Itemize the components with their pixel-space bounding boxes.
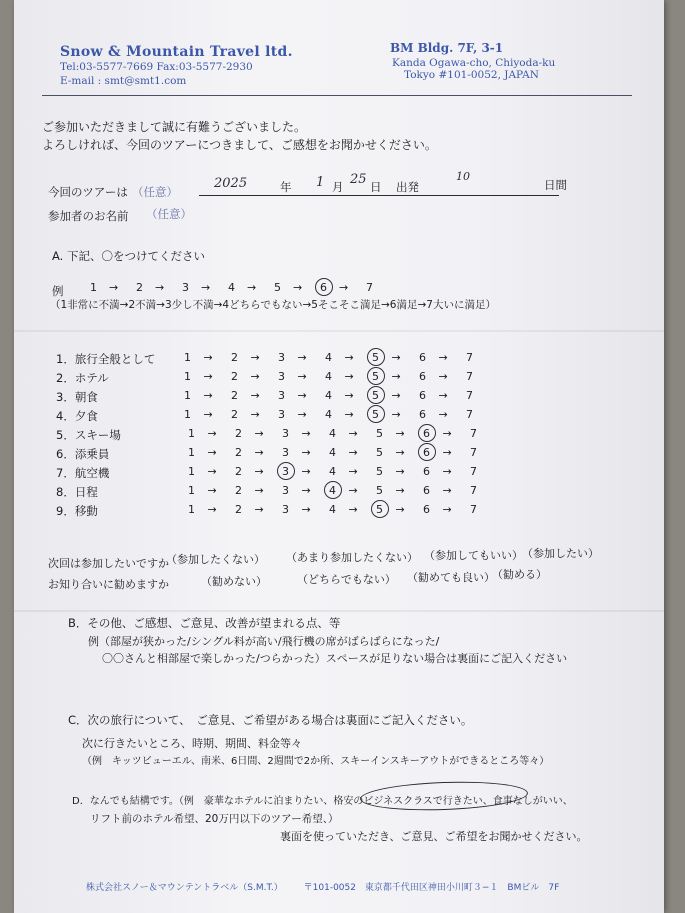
next-time-option-2[interactable]: （あまり参加したくない）	[286, 551, 418, 564]
rating-scale-row	[14, 408, 664, 424]
header-divider	[42, 95, 632, 96]
rating-6-value-2[interactable]: 2	[235, 446, 242, 459]
rating-4-arrow: →	[438, 408, 448, 421]
hand-drawn-circle	[360, 779, 529, 813]
rating-2-value-5[interactable]: 5	[372, 370, 379, 383]
name-optional: （任意）	[146, 207, 192, 221]
tour-day-unit: 日	[370, 180, 382, 194]
rating-6-value-4[interactable]: 4	[329, 446, 336, 459]
address-line-1: BM Bldg. 7F, 3-1	[390, 41, 504, 55]
rating-4-arrow: →	[250, 408, 260, 421]
rating-7-arrow: →	[254, 465, 264, 478]
intro-line-1: ご参加いただきまして誠に有難うございました。	[42, 120, 307, 134]
tour-month-handwritten: 1	[316, 175, 325, 190]
rating-4-value-4[interactable]: 4	[325, 408, 332, 421]
rating-2-selection-circle	[367, 367, 385, 385]
rating-6-value-6[interactable]: 6	[423, 446, 430, 459]
example-value-3[interactable]: 3	[182, 281, 189, 294]
example-selection-circle	[315, 278, 333, 296]
rating-9-arrow: →	[442, 503, 452, 516]
tour-underline	[199, 195, 559, 196]
tour-label: 今回のツアーは	[48, 185, 128, 199]
rating-label: 8．日程	[56, 485, 98, 499]
rating-8-selection-circle	[324, 481, 342, 499]
rating-1-arrow: →	[344, 351, 354, 364]
rating-8-arrow: →	[442, 484, 452, 497]
rating-7-value-2[interactable]: 2	[235, 465, 242, 478]
rating-2-value-1[interactable]: 1	[184, 370, 191, 383]
rating-6-value-3[interactable]: 3	[282, 446, 289, 459]
paper-fold	[14, 610, 664, 612]
rating-2-value-4[interactable]: 4	[325, 370, 332, 383]
rating-3-value-4[interactable]: 4	[325, 389, 332, 402]
section-c-line-1: 次に行きたいところ、時期、期間、料金等々	[82, 737, 302, 750]
section-c-title: C．次の旅行について、 ご意見、ご希望がある場合は裏面にご記入ください。	[68, 713, 473, 727]
rating-8-value-7[interactable]: 7	[470, 484, 477, 497]
tour-depart-label: 出発	[396, 180, 419, 194]
next-time-question: 次回は参加したいですか	[48, 557, 169, 570]
rating-6-arrow: →	[254, 446, 264, 459]
recommend-option-2[interactable]: （どちらでもない）	[297, 573, 396, 586]
rating-3-arrow: →	[344, 389, 354, 402]
rating-2-arrow: →	[203, 370, 213, 383]
rating-5-value-7[interactable]: 7	[470, 427, 477, 440]
rating-9-value-5[interactable]: 5	[376, 503, 383, 516]
next-time-option-4[interactable]: （参加したい）	[522, 547, 599, 560]
rating-scale-row	[14, 370, 664, 386]
section-b-example-1: 例（部屋が狭かった/シングル料が高い/飛行機の席がばらばらになった/	[88, 635, 440, 648]
rating-2-arrow: →	[297, 370, 307, 383]
rating-4-value-7[interactable]: 7	[466, 408, 473, 421]
rating-1-value-6[interactable]: 6	[419, 351, 426, 364]
example-arrow: →	[201, 281, 211, 294]
rating-label: 4．夕食	[56, 409, 98, 423]
rating-6-arrow: →	[348, 446, 358, 459]
rating-5-arrow: →	[348, 427, 358, 440]
rating-4-selection-circle	[367, 405, 385, 423]
recommend-option-1[interactable]: （勧めない）	[201, 575, 267, 588]
rating-1-value-1[interactable]: 1	[184, 351, 191, 364]
rating-2-arrow: →	[250, 370, 260, 383]
rating-2-arrow: →	[391, 370, 401, 383]
footer-company: 株式会社スノー＆マウンテントラベル（S.M.T.）	[86, 883, 283, 893]
rating-7-value-5[interactable]: 5	[376, 465, 383, 478]
rating-7-value-4[interactable]: 4	[329, 465, 336, 478]
rating-5-arrow: →	[395, 427, 405, 440]
example-arrow: →	[155, 281, 165, 294]
rating-9-arrow: →	[254, 503, 264, 516]
rating-1-value-4[interactable]: 4	[325, 351, 332, 364]
example-label: 例	[52, 284, 64, 298]
rating-3-selection-circle	[367, 386, 385, 404]
section-b-title: B．その他、ご感想、ご意見、改善が望まれる点、等	[68, 616, 341, 630]
rating-label: 9．移動	[56, 504, 98, 518]
rating-3-value-3[interactable]: 3	[278, 389, 285, 402]
section-d-line-2: 裏面を使っていただき、ご意見、ご希望をお聞かせください。	[280, 830, 588, 843]
tour-year-unit: 年	[280, 180, 292, 194]
footer-postal: 〒101-0052	[303, 883, 356, 893]
rating-4-value-6[interactable]: 6	[419, 408, 426, 421]
example-value-7[interactable]: 7	[366, 281, 373, 294]
tour-days-unit: 日間	[544, 178, 567, 192]
example-value-2[interactable]: 2	[136, 281, 143, 294]
rating-9-value-6[interactable]: 6	[423, 503, 430, 516]
rating-8-value-4[interactable]: 4	[329, 484, 336, 497]
example-arrow: →	[247, 281, 257, 294]
rating-6-value-1[interactable]: 1	[188, 446, 195, 459]
rating-7-arrow: →	[348, 465, 358, 478]
company-name: Snow & Mountain Travel ltd.	[60, 44, 293, 60]
rating-8-arrow: →	[301, 484, 311, 497]
rating-4-value-1[interactable]: 1	[184, 408, 191, 421]
example-value-5[interactable]: 5	[274, 281, 281, 294]
rating-3-arrow: →	[203, 389, 213, 402]
recommend-question: お知り合いに勧めますか	[48, 578, 169, 591]
rating-1-value-7[interactable]: 7	[466, 351, 473, 364]
example-arrow: →	[339, 281, 349, 294]
rating-7-selection-circle	[277, 462, 295, 480]
name-label: 参加者のお名前	[48, 209, 129, 223]
rating-7-value-1[interactable]: 1	[188, 465, 195, 478]
rating-9-arrow: →	[301, 503, 311, 516]
rating-label: 5．スキー場	[56, 428, 121, 442]
rating-9-value-3[interactable]: 3	[282, 503, 289, 516]
rating-3-arrow: →	[297, 389, 307, 402]
rating-scale-row	[14, 427, 664, 443]
rating-6-arrow: →	[207, 446, 217, 459]
rating-1-arrow: →	[391, 351, 401, 364]
rating-8-arrow: →	[348, 484, 358, 497]
rating-3-value-7[interactable]: 7	[466, 389, 473, 402]
rating-5-arrow: →	[254, 427, 264, 440]
rating-9-value-4[interactable]: 4	[329, 503, 336, 516]
rating-1-arrow: →	[438, 351, 448, 364]
rating-5-arrow: →	[207, 427, 217, 440]
rating-6-value-5[interactable]: 5	[376, 446, 383, 459]
rating-8-arrow: →	[395, 484, 405, 497]
rating-4-arrow: →	[203, 408, 213, 421]
rating-4-arrow: →	[344, 408, 354, 421]
rating-8-arrow: →	[254, 484, 264, 497]
rating-9-value-7[interactable]: 7	[470, 503, 477, 516]
rating-5-value-2[interactable]: 2	[235, 427, 242, 440]
rating-9-selection-circle	[371, 500, 389, 518]
rating-7-arrow: →	[207, 465, 217, 478]
rating-4-arrow: →	[391, 408, 401, 421]
rating-5-value-5[interactable]: 5	[376, 427, 383, 440]
company-phone-fax: Tel:03-5577-7669 Fax:03-5577-2930	[60, 61, 253, 73]
rating-scale-row	[14, 351, 664, 367]
example-value-4[interactable]: 4	[228, 281, 235, 294]
rating-3-value-1[interactable]: 1	[184, 389, 191, 402]
rating-9-arrow: →	[348, 503, 358, 516]
rating-1-selection-circle	[367, 348, 385, 366]
rating-2-arrow: →	[344, 370, 354, 383]
rating-6-value-7[interactable]: 7	[470, 446, 477, 459]
rating-3-arrow: →	[438, 389, 448, 402]
address-line-2: Kanda Ogawa-cho, Chiyoda-ku	[392, 57, 556, 69]
example-arrow: →	[109, 281, 119, 294]
tour-optional: （任意）	[132, 185, 178, 199]
example-value-6[interactable]: 6	[320, 281, 327, 294]
address-line-3: Tokyo #101-0052, JAPAN	[404, 69, 539, 81]
rating-2-value-3[interactable]: 3	[278, 370, 285, 383]
rating-1-value-3[interactable]: 3	[278, 351, 285, 364]
rating-3-value-5[interactable]: 5	[372, 389, 379, 402]
rating-1-value-5[interactable]: 5	[372, 351, 379, 364]
rating-label: 1．旅行全般として	[56, 352, 156, 366]
rating-4-value-2[interactable]: 2	[231, 408, 238, 421]
rating-3-arrow: →	[391, 389, 401, 402]
rating-5-value-1[interactable]: 1	[188, 427, 195, 440]
rating-1-arrow: →	[297, 351, 307, 364]
rating-7-value-3[interactable]: 3	[282, 465, 289, 478]
rating-3-value-6[interactable]: 6	[419, 389, 426, 402]
example-value-1[interactable]: 1	[90, 281, 97, 294]
rating-scale-row	[14, 446, 664, 462]
rating-6-arrow: →	[395, 446, 405, 459]
survey-sheet	[14, 0, 664, 913]
rating-7-value-7[interactable]: 7	[470, 465, 477, 478]
rating-5-selection-circle	[418, 424, 436, 442]
intro-line-2: よろしければ、今回のツアーにつきまして、ご感想をお聞かせください。	[42, 138, 437, 152]
rating-7-arrow: →	[442, 465, 452, 478]
tour-month-unit: 月	[332, 180, 344, 194]
rating-9-arrow: →	[207, 503, 217, 516]
tour-year-handwritten: 2025	[214, 176, 248, 191]
footer-address: 東京都千代田区神田小川町３−１ BMビル 7F	[364, 883, 560, 893]
rating-5-arrow: →	[301, 427, 311, 440]
rating-8-value-6[interactable]: 6	[423, 484, 430, 497]
rating-1-arrow: →	[203, 351, 213, 364]
rating-9-value-1[interactable]: 1	[188, 503, 195, 516]
section-d-line-1: リフト前のホテル希望、20万円以下のツアー希望、）	[90, 813, 339, 825]
example-scale	[14, 281, 664, 297]
rating-3-arrow: →	[250, 389, 260, 402]
rating-4-value-5[interactable]: 5	[372, 408, 379, 421]
rating-3-value-2[interactable]: 2	[231, 389, 238, 402]
rating-8-value-1[interactable]: 1	[188, 484, 195, 497]
rating-scale-row	[14, 465, 664, 481]
rating-label: 2．ホテル	[56, 371, 109, 385]
rating-1-arrow: →	[250, 351, 260, 364]
rating-scale-row	[14, 484, 664, 500]
rating-5-value-6[interactable]: 6	[423, 427, 430, 440]
rating-8-value-3[interactable]: 3	[282, 484, 289, 497]
paper-fold	[14, 330, 664, 332]
rating-6-arrow: →	[301, 446, 311, 459]
example-arrow: →	[293, 281, 303, 294]
rating-6-arrow: →	[442, 446, 452, 459]
section-a-title: A. 下記、〇をつけてください	[52, 249, 205, 263]
rating-label: 3．朝食	[56, 390, 98, 404]
rating-2-value-2[interactable]: 2	[231, 370, 238, 383]
rating-2-value-7[interactable]: 7	[466, 370, 473, 383]
rating-9-arrow: →	[395, 503, 405, 516]
recommend-option-3[interactable]: （勧めても良い）	[407, 571, 495, 584]
rating-8-arrow: →	[207, 484, 217, 497]
rating-7-arrow: →	[301, 465, 311, 478]
section-c-line-2: （例 キッツビューエル、南米、6日間、2週間で2か所、スキーインスキーアウトができるところ等々）	[82, 756, 550, 767]
rating-8-value-2[interactable]: 2	[235, 484, 242, 497]
section-b-example-2: 〇〇さんと相部屋で楽しかった/つらかった）スペースが足りない場合は裏面にご記入ください	[102, 652, 568, 665]
rating-label: 6．添乗員	[56, 447, 110, 461]
tour-days-handwritten: 10	[456, 170, 470, 183]
section-d-title: D．なんでも結構です。（例 豪華なホテルに泊まりたい、格安のビジネスクラスで行きたい、食事なしがいい、	[72, 796, 573, 807]
tour-day-handwritten: 25	[350, 172, 367, 187]
rating-scale-row	[14, 503, 664, 519]
rating-7-value-6[interactable]: 6	[423, 465, 430, 478]
rating-5-value-3[interactable]: 3	[282, 427, 289, 440]
rating-9-value-2[interactable]: 2	[235, 503, 242, 516]
rating-4-value-3[interactable]: 3	[278, 408, 285, 421]
rating-8-value-5[interactable]: 5	[376, 484, 383, 497]
rating-2-arrow: →	[438, 370, 448, 383]
next-time-option-3[interactable]: （参加してもいい）	[424, 549, 523, 562]
rating-5-arrow: →	[442, 427, 452, 440]
next-time-option-1[interactable]: （参加したくない）	[166, 553, 265, 566]
rating-label: 7．航空機	[56, 466, 110, 480]
company-email: E-mail : smt@smt1.com	[60, 75, 187, 87]
rating-7-arrow: →	[395, 465, 405, 478]
rating-5-value-4[interactable]: 4	[329, 427, 336, 440]
rating-6-selection-circle	[418, 443, 436, 461]
rating-scale-row	[14, 389, 664, 405]
rating-1-value-2[interactable]: 2	[231, 351, 238, 364]
rating-2-value-6[interactable]: 6	[419, 370, 426, 383]
footer	[86, 880, 559, 893]
scale-note: （1非常に不満→2不満→3少し不満→4どちらでもない→5そこそこ満足→6満足→7大いに満足）	[50, 299, 496, 311]
rating-4-arrow: →	[297, 408, 307, 421]
recommend-option-4[interactable]: （勧める）	[492, 568, 547, 581]
